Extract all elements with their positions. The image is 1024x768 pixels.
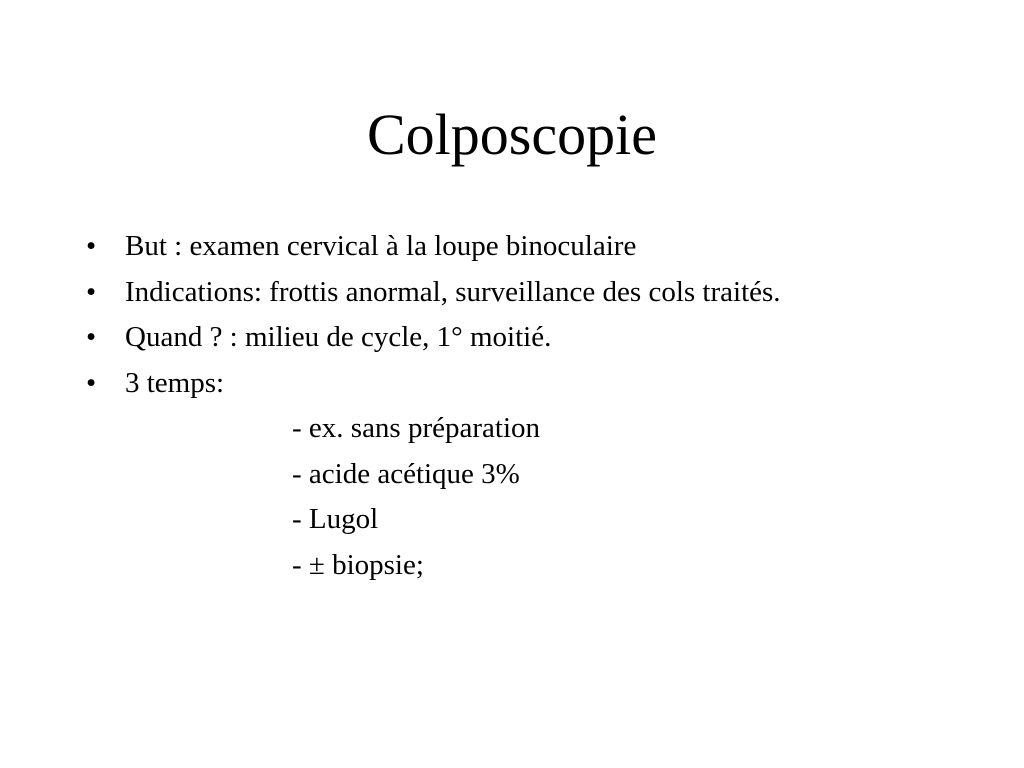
bullet-point-icon: •	[86, 230, 97, 262]
bullet-point-icon: •	[86, 275, 97, 308]
slide-title: Colposcopie	[367, 102, 657, 167]
bullet-text-purpose: But : examen cervical à la loupe binoculaire	[125, 230, 637, 262]
bullet-text-indications: Indications: frottis anormal, surveillance des cols traités.	[125, 275, 781, 308]
bullet-point-icon: •	[86, 366, 97, 399]
sub-item-text: - ± biopsie;	[292, 548, 424, 581]
bullet-text-timing: Quand ? : milieu de cycle, 1° moitié.	[125, 321, 552, 353]
sub-item-text: - ex. sans préparation	[292, 412, 541, 444]
bullet-point-icon: •	[86, 321, 97, 353]
sub-item-text: - Lugol	[292, 503, 379, 535]
bullet-text-steps: 3 temps:	[125, 366, 225, 399]
sub-item-text: - acide acétique 3%	[292, 457, 520, 490]
